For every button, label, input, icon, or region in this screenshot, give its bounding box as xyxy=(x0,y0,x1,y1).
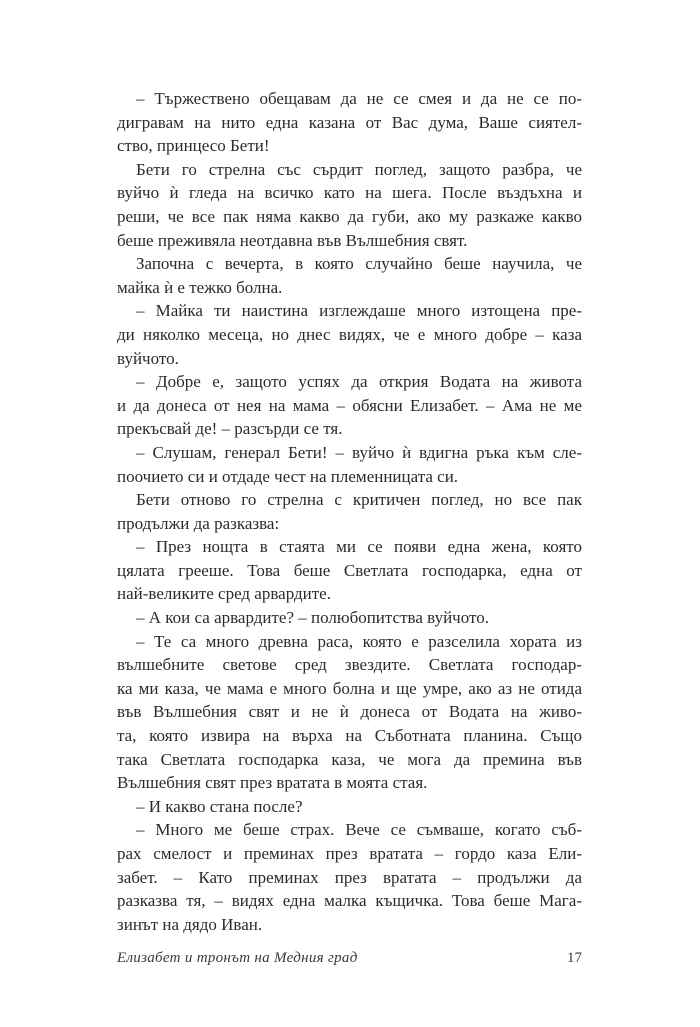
text-line: продължи да разказва: xyxy=(117,513,280,533)
text-line: – И какво стана после? xyxy=(136,796,303,816)
text-line: зинът на дядо Иван. xyxy=(117,914,263,934)
text-line: поочието си и отдаде чест на племенницата си. xyxy=(117,466,459,486)
running-footer-title: Елизабет и тронът на Медния град xyxy=(117,950,358,966)
text-line: най-великите сред арвардите. xyxy=(117,584,331,604)
text-line: и да донеса от нея на мама – обясни Елизабет. – Ама не ме xyxy=(117,395,582,415)
text-line: – Слушам, генерал Бети! – вуйчо ѝ вдигна ръка към сле- xyxy=(136,442,582,462)
text-line: вуйчото. xyxy=(117,348,179,368)
text-line: – През нощта в стаята ми се появи една жена, която xyxy=(136,537,582,557)
text-line: Бети го стрелна със сърдит поглед, защото разбра, че xyxy=(136,159,582,179)
text-line: – А кои са арвардите? – полюбопитства вуйчото. xyxy=(136,608,489,628)
text-line: – Добре е, защото успях да открия Водата на живота xyxy=(136,372,582,392)
text-line: реши, че все пак няма какво да губи, ако му разкаже какво xyxy=(117,206,582,226)
text-line: ди няколко месеца, но днес видях, че е много добре – каза xyxy=(117,324,582,344)
text-line: рах смелост и преминах през вратата – гордо каза Ели- xyxy=(117,844,582,863)
text-line: дигравам на нито една казана от Вас дума, Ваше сиятел- xyxy=(117,112,582,132)
body-text xyxy=(117,87,582,936)
text-line: – Много ме беше страх. Вече се съмваше, когато съб- xyxy=(136,820,582,840)
page-number: 17 xyxy=(567,950,582,966)
text-line: Бети отново го стрелна с критичен поглед, но все пак xyxy=(136,490,582,510)
text-line: беше преживяла неотдавна във Вълшебния свят. xyxy=(117,230,468,250)
text-line: Започна с вечерта, в която случайно беше научила, че xyxy=(136,254,582,274)
text-line: майка ѝ е тежко болна. xyxy=(117,277,283,297)
text-line: та, която извира на върха на Съботната планина. Също xyxy=(117,726,582,746)
text-line: – Те са много древна раса, която е разселила хората из xyxy=(136,631,582,651)
text-line: така Светлата господарка каза, че мога да премина във xyxy=(117,749,582,769)
text-line: вълшебните светове сред звездите. Светлата господар- xyxy=(117,655,582,675)
text-line: – Майка ти наистина изглеждаше много изтощена пре- xyxy=(136,301,582,321)
text-line: във Вълшебния свят и не ѝ донеса от Водата на живо- xyxy=(117,702,582,722)
text-line: – Тържествено обещавам да не се смея и да не се по- xyxy=(136,89,582,108)
text-line: вуйчо ѝ гледа на всичко като на шега. После въздъхна и xyxy=(117,183,582,203)
text-line: забет. – Като преминах през вратата – продължи да xyxy=(117,867,582,887)
text-line: Вълшебния свят през вратата в моята стая. xyxy=(117,773,428,793)
text-line: ка ми каза, че мама е много болна и ще умре, ако аз не отида xyxy=(117,678,582,698)
text-line: ство, принцесо Бети! xyxy=(117,136,270,156)
text-line: цялата грееше. Това беше Светлата господарка, една от xyxy=(117,560,582,580)
text-line: прекъсвай де! – разсърди се тя. xyxy=(117,419,343,439)
text-line: разказва тя, – видях една малка къщичка. Това беше Мага- xyxy=(117,891,582,911)
